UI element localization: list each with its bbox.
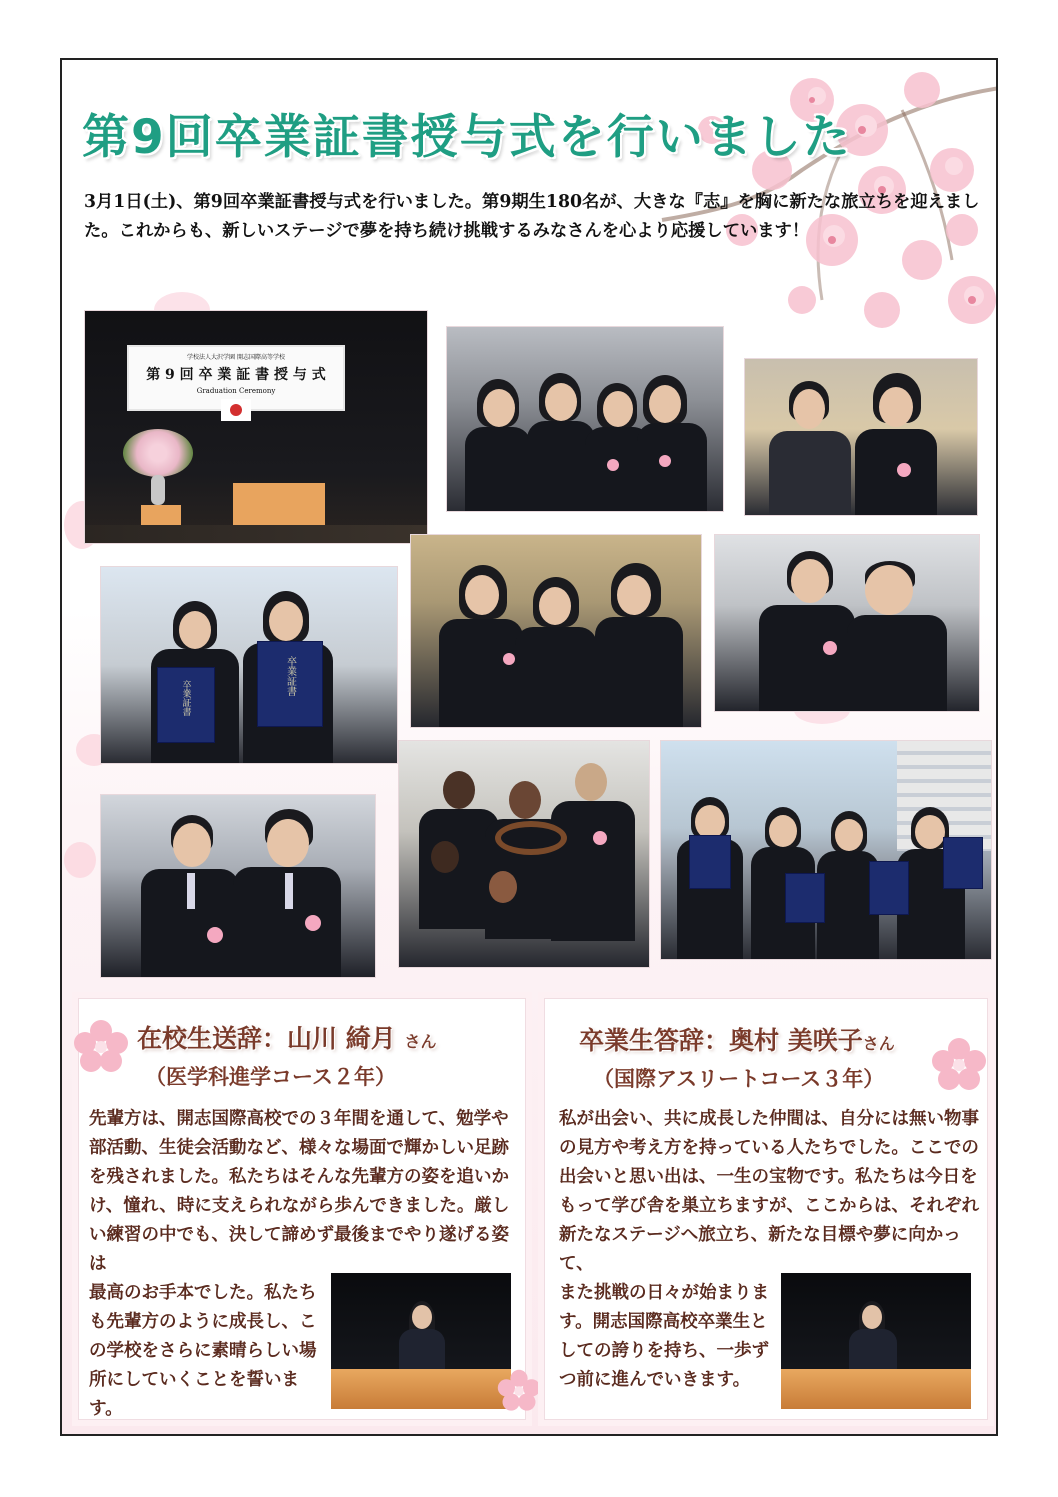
speech-course-2: （国際アスリートコース３年） [593, 1066, 885, 1091]
sign-line-1: 学校法人大沢学園 開志国際高等学校 [187, 354, 285, 361]
photo-diplomas-group [660, 740, 992, 960]
speech-box-graduate [544, 998, 988, 1420]
stage-floor [85, 525, 427, 543]
diploma-cover: 卒業証書 [157, 667, 215, 743]
cherry-blossom-icon [497, 1369, 541, 1413]
photo-athletes-group [398, 740, 650, 968]
photo-ceremony-stage [84, 310, 428, 544]
speech-honorific-1: さん [404, 1032, 437, 1051]
photo-students-group-1 [446, 326, 724, 512]
vase [151, 475, 165, 505]
photo-diplomas-pair [100, 566, 398, 764]
intro-paragraph: 3月1日(土)、第9回卒業証書授与式を行いました。第9期生180名が、大きな『志』を胸に新たな旅立ちを迎えました。これからも、新しいステージで夢を持ち続け挑戦するみなさんを心より応援しています！ [84, 192, 980, 241]
photo-boys-peace [714, 534, 980, 712]
speech-heading-text-1: 在校生送辞：山川 綺月 [137, 1024, 396, 1053]
diploma-cover: 卒業証書 [257, 641, 323, 727]
sign-line-2: 第 9 回 卒 業 証 書 授 与 式 [146, 367, 326, 383]
cherry-blossom-icon [62, 840, 98, 880]
speech-box-current-student [78, 998, 526, 1420]
japan-flag [221, 399, 251, 421]
lei [495, 821, 567, 855]
cherry-blossom-icon [73, 1019, 129, 1075]
speaker-photo-2 [781, 1273, 971, 1409]
photo-teacher-student [744, 358, 978, 516]
speech-heading-text-2: 卒業生答辞：奥村 美咲子 [579, 1026, 863, 1055]
speech-course-1: （医学科進学コース２年） [145, 1064, 396, 1089]
page-frame [60, 58, 998, 1436]
flower-arrangement [123, 429, 193, 477]
stage-podium [233, 483, 325, 529]
speech-text-tail-1: 最高のお手本でした。私たちも先輩方のように成長し、この学校をさらに素晴らしい場所にしていくことを誓います。 [89, 1283, 317, 1419]
speech-text-tail-2: また挑戦の日々が始まります。開志国際高校卒業生としての誇りを持ち、一歩ずつ前に進んでいきます。 [559, 1283, 769, 1390]
cherry-blossom-icon [931, 1037, 987, 1093]
speech-heading-1 [137, 1019, 436, 1055]
speech-text-1: 先輩方は、開志国際高校での３年間を通して、勉学や部活動、生徒会活動など、様々な場面で輝かしい足跡を残されました。私たちはそんな先輩方の姿を追いかけ、憧れ、時に支えられながら歩んできました。厳しい練習の中でも、決して諦めず最後までやり遂げる姿は [89, 1109, 510, 1274]
speech-text-2: 私が出会い、共に成長した仲間は、自分には無い物事の見方や考え方を持っている人たちでした。ここでの出会いと思い出は、一生の宝物です。私たちは今日をもって学び舎を巣立ちますが、ここからは、それぞれ新たなステージへ旅立ち、新たな目標や夢に向かって、 [559, 1109, 979, 1274]
photo-students-group-2 [410, 534, 702, 728]
speech-heading-2 [579, 1021, 895, 1057]
photo-boys-pair [100, 794, 376, 978]
speech-honorific-2: さん [862, 1034, 895, 1053]
speaker-photo-1 [331, 1273, 511, 1409]
sign-line-3: Graduation Ceremony [196, 387, 276, 395]
page-title: 第9回卒業証書授与式を行いました [82, 110, 852, 165]
